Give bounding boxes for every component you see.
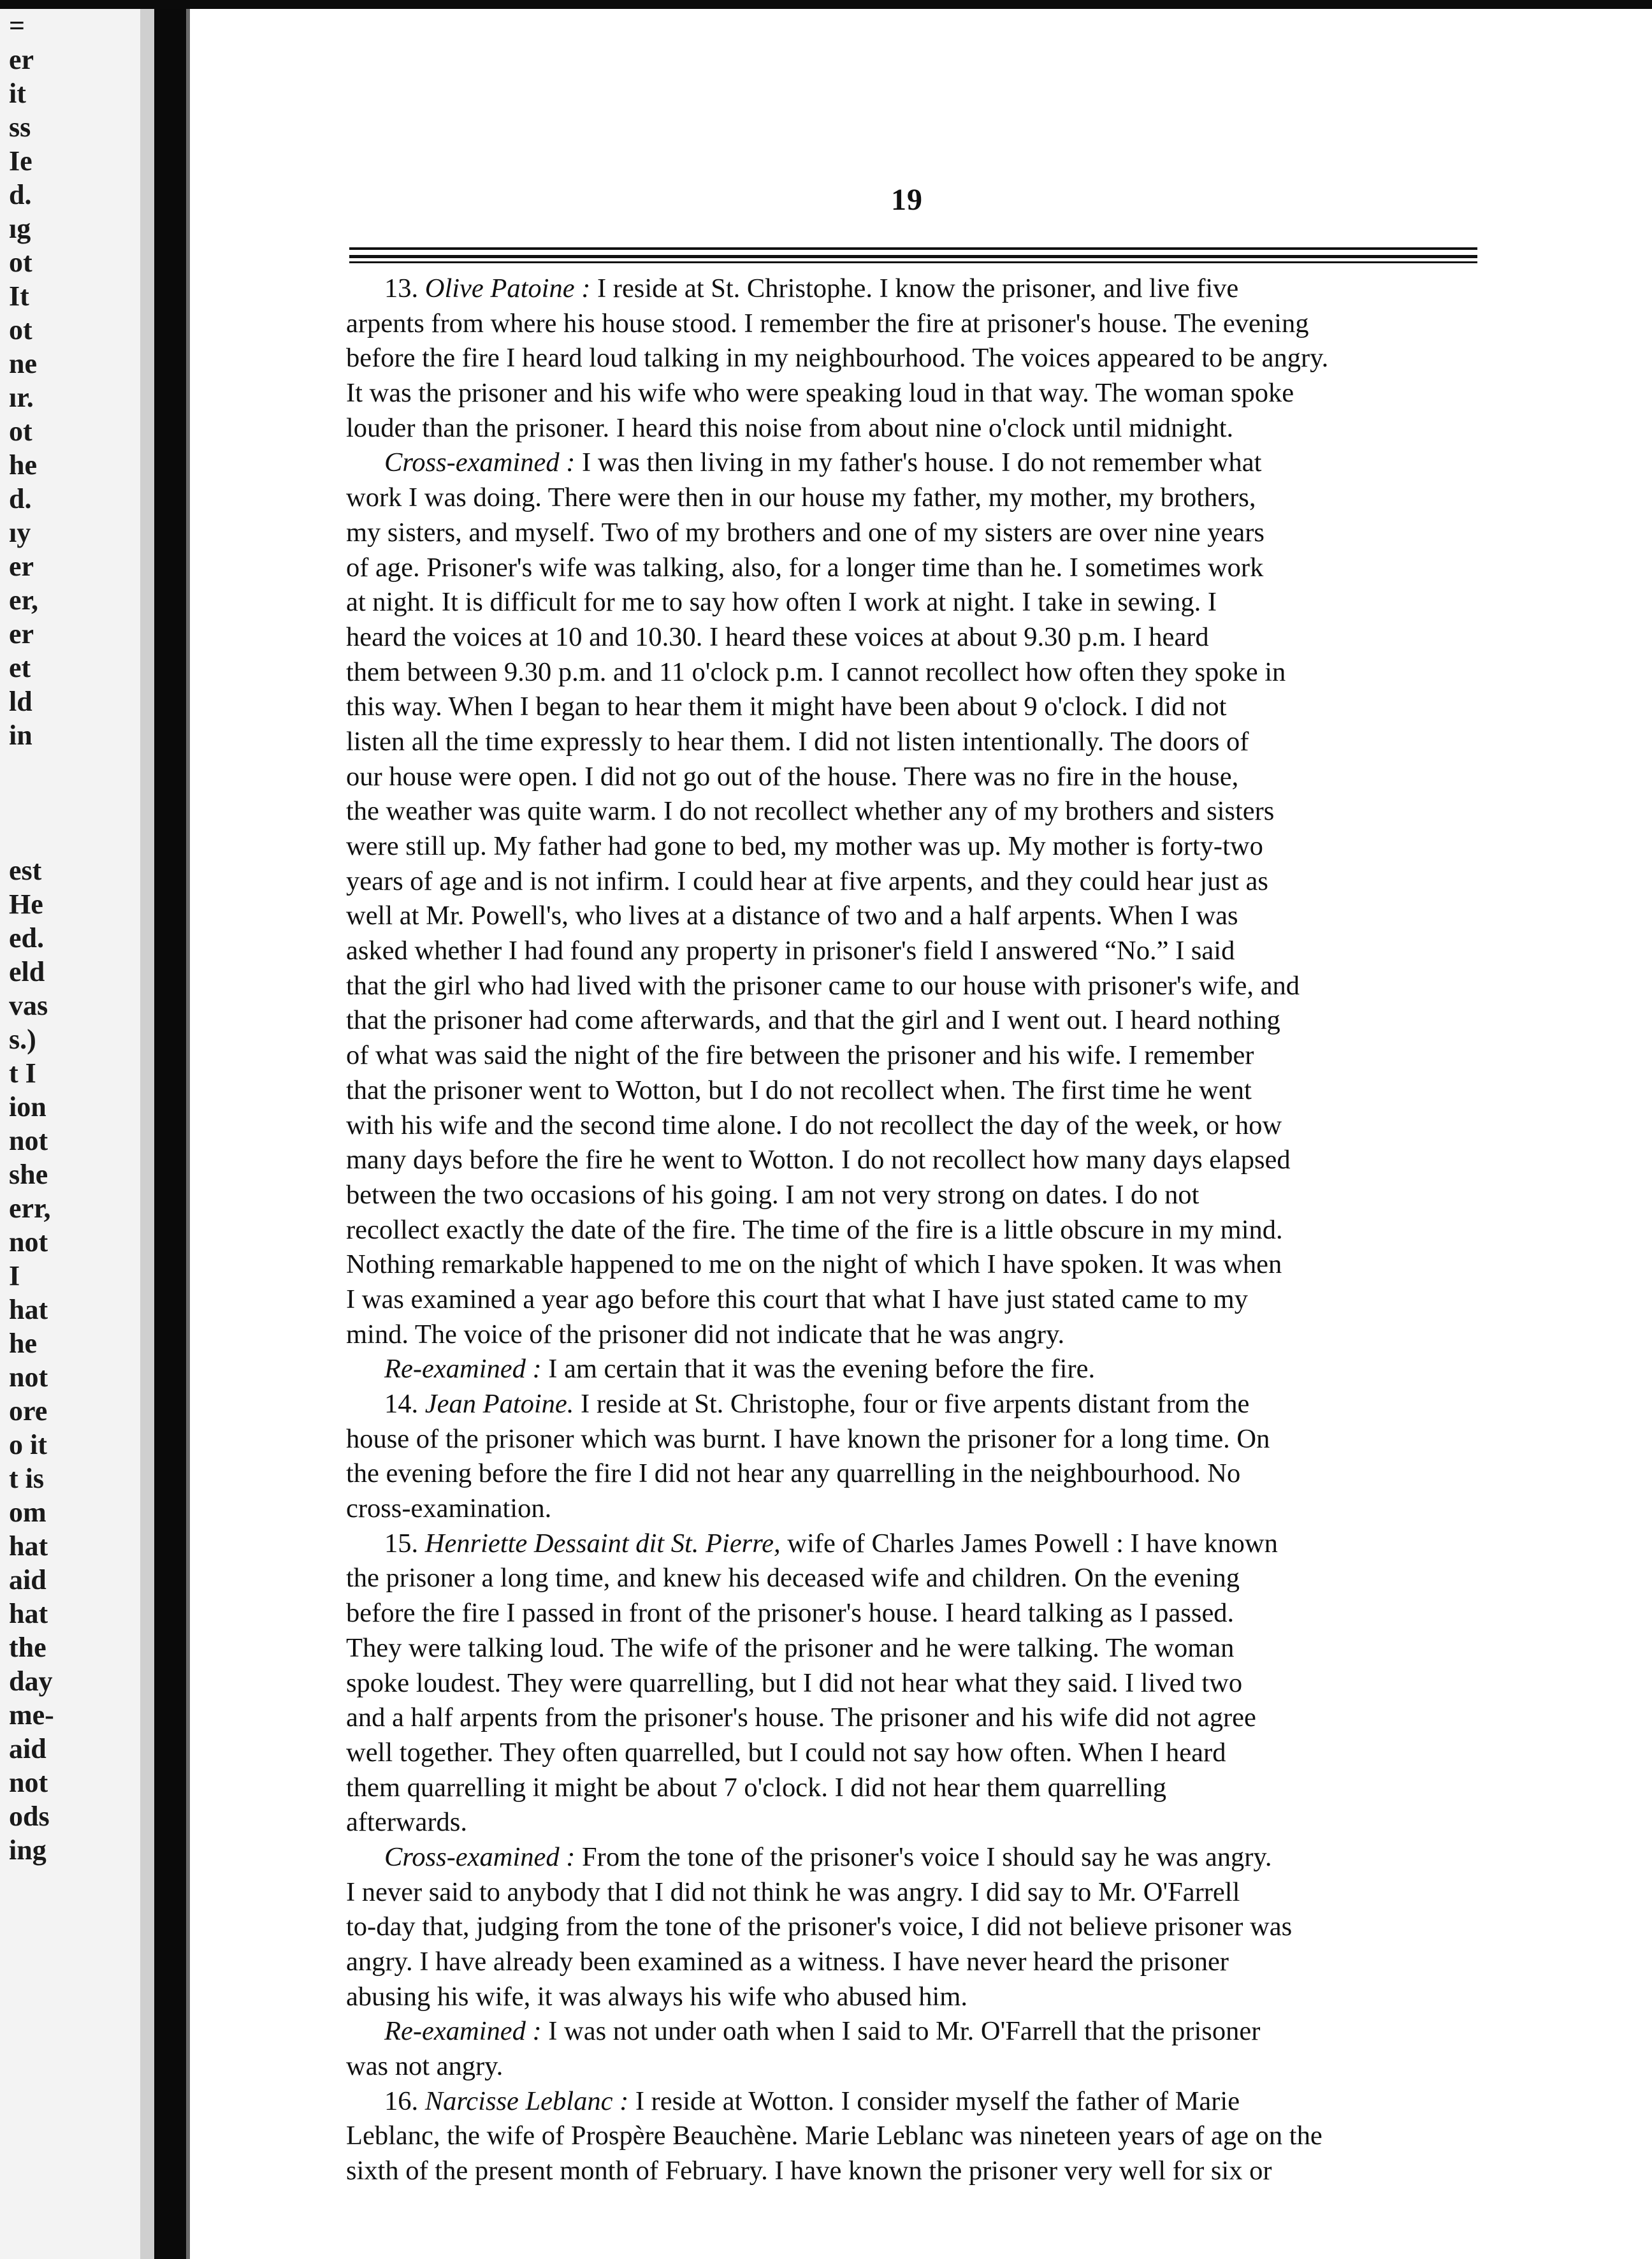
facing-page-fragment-line: er (9, 44, 34, 75)
facing-page-fragment-line: er (9, 618, 34, 650)
testimony-text (346, 272, 1482, 2189)
line-text: abusing his wife, it was always his wife who abused him. (346, 1981, 967, 2012)
text-line (346, 1980, 1482, 2015)
facing-page-fragment-line: t is (9, 1463, 44, 1494)
text-line (346, 655, 1482, 690)
line-text: that the prisoner went to Wotton, but I do not recollect when. The first time he went (346, 1075, 1252, 1105)
witness-name: Henriette Dessaint dit St. Pierre, (424, 1528, 781, 1558)
facing-page-fragment-line: ır. (9, 382, 34, 413)
facing-page-fragment-line: in (9, 720, 33, 751)
facing-page-fragment-line: et (9, 652, 31, 683)
facing-page-fragment-line: ods (9, 1801, 50, 1832)
facing-page-fragment-line: ot (9, 416, 33, 447)
witness-number: 15. (384, 1528, 425, 1558)
line-text: mind. The voice of the prisoner did not indicate that he was angry. (346, 1319, 1065, 1349)
text-line (346, 272, 1482, 307)
facing-page-fragment-line: ıy (9, 517, 31, 548)
text-line (346, 1666, 1482, 1701)
text-line (346, 1945, 1482, 1980)
line-text: between the two occasions of his going. I am not very strong on dates. I do not (346, 1179, 1199, 1210)
line-text: I reside at St. Christophe. I know the prisoner, and live five (590, 273, 1239, 303)
facing-page-fragment-line: It (9, 280, 29, 312)
line-text: my sisters, and myself. Two of my brothers and one of my sisters are over nine years (346, 517, 1264, 548)
text-line (346, 446, 1482, 481)
line-text: to-day that, judging from the tone of the prisoner's voice, I did not believe prisoner was (346, 1912, 1293, 1942)
facing-page-fragment-line: ion (9, 1091, 47, 1122)
facing-page-fragment-line: er (9, 551, 34, 582)
text-line (346, 1456, 1482, 1492)
text-line (346, 1387, 1482, 1422)
text-line (346, 829, 1482, 864)
header-rule (349, 247, 1477, 250)
facing-page-fragment-line: Ie (9, 145, 33, 177)
line-text: heard the voices at 10 and 10.30. I heard these voices at about 9.30 p.m. I heard (346, 621, 1209, 652)
text-line (346, 1282, 1482, 1318)
line-text: of age. Prisoner's wife was talking, also, for a longer time than he. I sometimes work (346, 552, 1264, 583)
line-text: with his wife and the second time alone. I do not recollect the day of the week, or how (346, 1110, 1282, 1140)
text-line (346, 411, 1482, 446)
line-text: were still up. My father had gone to bed, my mother was up. My mother is forty-two (346, 831, 1263, 861)
facing-page-fragment-line: om (9, 1497, 47, 1528)
line-text: before the fire I heard loud talking in my neighbourhood. The voices appeared to be angry. (346, 343, 1329, 374)
text-line (346, 516, 1482, 551)
witness-name: Jean Patoine. (424, 1389, 574, 1419)
text-line (346, 2119, 1482, 2154)
text-line (346, 1875, 1482, 1910)
facing-page-fragment-line: d. (9, 179, 32, 210)
text-line (346, 341, 1482, 376)
line-text: at night. It is difficult for me to say how often I work at night. I take in sewing. I (346, 587, 1217, 618)
text-line (346, 1492, 1482, 1527)
line-text: our house were open. I did not go out of the house. There was no fire in the house, (346, 761, 1239, 792)
witness-name: Narcisse Leblanc : (424, 2086, 629, 2116)
line-text: was not angry. (346, 2051, 504, 2082)
facing-page-fragment-line: eld (9, 956, 45, 987)
text-line (346, 1038, 1482, 1073)
line-text: arpents from where his house stood. I remember the fire at prisoner's house. The evening (346, 308, 1309, 338)
text-line (346, 1736, 1482, 1771)
text-line (346, 899, 1482, 934)
text-line (346, 307, 1482, 342)
facing-page-fragment-line: day (9, 1666, 53, 1697)
facing-page-fragment-line: hat (9, 1294, 48, 1325)
facing-page-fragment-line: d. (9, 483, 32, 514)
line-text: louder than the prisoner. I heard this noise from about nine o'clock until midnight. (346, 412, 1234, 443)
facing-page-fragment-line: ıg (9, 213, 31, 244)
facing-page-fragment-line: ot (9, 314, 33, 345)
text-line (346, 2014, 1482, 2049)
line-text: sixth of the present month of February. I have known the prisoner very well for six or (346, 2156, 1272, 2186)
facing-page-fragment-line: err, (9, 1193, 51, 1224)
line-text: many days before the fire he went to Wotton. I do not recollect how many days elapsed (346, 1145, 1291, 1175)
text-line (346, 1178, 1482, 1213)
facing-page-fragment (0, 9, 140, 2259)
line-text: I was not under oath when I said to Mr. O'Farrell that the prisoner (541, 2016, 1261, 2047)
page-gutter (140, 9, 154, 2259)
witness-number: 14. (384, 1389, 425, 1419)
facing-page-fragment-line: o it (9, 1429, 47, 1460)
text-line (346, 1910, 1482, 1945)
page-number: 19 (891, 183, 923, 217)
text-line (346, 1003, 1482, 1038)
line-text: asked whether I had found any property in prisoner's field I answered “No.” I said (346, 936, 1235, 966)
facing-page-fragment-line: he (9, 1328, 37, 1359)
text-line (346, 1840, 1482, 1875)
text-line (346, 1108, 1482, 1144)
line-text: recollect exactly the date of the fire. The time of the fire is a little obscure in my mind. (346, 1214, 1283, 1245)
text-line (346, 551, 1482, 586)
text-line (346, 1596, 1482, 1631)
text-line (346, 1422, 1482, 1457)
line-text: cross-examination. (346, 1493, 552, 1524)
facing-page-fragment-line: not (9, 1767, 48, 1798)
text-line (346, 725, 1482, 760)
facing-page-fragment-line: aid (9, 1564, 47, 1595)
examination-heading: Re-examined : (384, 1354, 542, 1384)
facing-page-fragment-line: not (9, 1125, 48, 1156)
line-text: well at Mr. Powell's, who lives at a distance of two and a half arpents. When I was (346, 901, 1238, 931)
facing-page-fragment-line: me- (9, 1699, 54, 1731)
line-text: From the tone of the prisoner's voice I should say he was angry. (575, 1841, 1272, 1872)
header-rule (349, 255, 1477, 258)
facing-page-fragment-line: He (9, 889, 43, 920)
text-line (346, 2049, 1482, 2084)
text-line (346, 376, 1482, 411)
facing-page-fragment-line: est (9, 855, 42, 886)
line-text: I was examined a year ago before this court that what I have just stated came to my (346, 1284, 1248, 1314)
text-line (346, 934, 1482, 969)
line-text: Nothing remarkable happened to me on the night of which I have spoken. It was when (346, 1249, 1282, 1280)
text-line (346, 1805, 1482, 1840)
facing-page-fragment-line: hat (9, 1530, 48, 1562)
line-text: the prisoner a long time, and knew his deceased wife and children. On the evening (346, 1563, 1240, 1594)
text-line (346, 1073, 1482, 1108)
facing-page-fragment-line: ld (9, 686, 33, 717)
line-text: that the prisoner had come afterwards, and that the girl and I went out. I heard nothing (346, 1005, 1280, 1036)
facing-page-fragment-line: vas (9, 990, 48, 1021)
facing-page-fragment-line: hat (9, 1598, 48, 1629)
line-text: angry. I have already been examined as a witness. I have never heard the prisoner (346, 1947, 1229, 1977)
line-text: and a half arpents from the prisoner's house. The prisoner and his wife did not agree (346, 1703, 1256, 1733)
examination-heading: Cross-examined : (384, 1841, 576, 1872)
text-line (346, 760, 1482, 795)
line-text: the weather was quite warm. I do not recollect whether any of my brothers and sisters (346, 796, 1275, 827)
facing-page-fragment-line (9, 820, 136, 853)
facing-page-fragment-line: ne (9, 348, 37, 379)
text-line (346, 585, 1482, 620)
text-line (346, 2084, 1482, 2119)
line-text: work I was doing. There were then in our house my father, my mother, my brothers, (346, 483, 1256, 513)
text-line (346, 1771, 1482, 1806)
line-text: I reside at St. Christophe, four or five arpents distant from the (574, 1389, 1250, 1419)
line-text: afterwards. (346, 1807, 467, 1838)
facing-page-fragment-line: ot (9, 247, 33, 278)
facing-page-fragment-line: ing (9, 1834, 47, 1866)
text-line (346, 969, 1482, 1004)
line-text: I never said to anybody that I did not think he was angry. I did say to Mr. O'Farrell (346, 1877, 1240, 1907)
facing-page-fragment-line: = (9, 10, 25, 41)
line-text: years of age and is not infirm. I could hear at five arpents, and they could hear just as (346, 866, 1268, 896)
facing-page-fragment-line (9, 786, 136, 820)
text-line (346, 1352, 1482, 1387)
facing-page-fragment-line (9, 752, 136, 786)
facing-page-fragment-line: he (9, 449, 37, 481)
text-line (346, 481, 1482, 516)
line-text: I was then living in my father's house. I do not remember what (575, 447, 1262, 478)
text-line (346, 690, 1482, 725)
line-text: wife of Charles James Powell : I have known (780, 1528, 1278, 1558)
line-text: the evening before the fire I did not hear any quarrelling in the neighbourhood. No (346, 1458, 1241, 1489)
text-line (346, 1701, 1482, 1736)
witness-number: 16. (384, 2086, 425, 2116)
facing-page-fragment-line: er, (9, 585, 39, 616)
text-line (346, 1527, 1482, 1562)
text-line (346, 620, 1482, 655)
line-text: that the girl who had lived with the prisoner came to our house with prisoner's wife, and (346, 970, 1300, 1001)
facing-page-fragment-line: t I (9, 1057, 36, 1089)
facing-page-fragment-line: it (9, 78, 26, 109)
text-line (346, 864, 1482, 899)
scan-top-edge (0, 0, 1652, 9)
facing-page-fragment-line: I (9, 1260, 20, 1291)
line-text: I am certain that it was the evening before the fire. (541, 1354, 1096, 1384)
examination-heading: Re-examined : (384, 2016, 542, 2047)
witness-number: 13. (384, 273, 425, 303)
facing-page-fragment-line: ore (9, 1395, 48, 1427)
line-text: Leblanc, the wife of Prospère Beauchène. Marie Leblanc was nineteen years of age on the (346, 2121, 1322, 2151)
line-text: house of the prisoner which was burnt. I have known the prisoner for a long time. On (346, 1423, 1270, 1454)
line-text: this way. When I began to hear them it might have been about 9 o'clock. I did not (346, 692, 1227, 722)
witness-name: Olive Patoine : (424, 273, 591, 303)
facing-page-fragment-line: s.) (9, 1024, 36, 1055)
line-text: They were talking loud. The wife of the prisoner and he were talking. The woman (346, 1632, 1235, 1663)
line-text: well together. They often quarrelled, but I could not say how often. When I heard (346, 1737, 1226, 1768)
examination-heading: Cross-examined : (384, 447, 576, 478)
line-text: them between 9.30 p.m. and 11 o'clock p.m. I cannot recollect how often they spoke in (346, 657, 1286, 687)
book-spine-shadow (154, 9, 186, 2259)
facing-page-fragment-line: she (9, 1159, 48, 1190)
line-text: spoke loudest. They were quarrelling, but I did not hear what they said. I lived two (346, 1667, 1243, 1698)
document-page (190, 9, 1652, 2259)
facing-page-fragment-line: not (9, 1226, 48, 1258)
facing-page-fragment-line: ss (9, 112, 31, 143)
header-rule (349, 261, 1477, 263)
line-text: them quarrelling it might be about 7 o'clock. I did not hear them quarrelling (346, 1772, 1167, 1803)
line-text: before the fire I passed in front of the prisoner's house. I heard talking as I passed. (346, 1598, 1235, 1629)
text-line (346, 1143, 1482, 1178)
facing-page-fragment-line: aid (9, 1733, 47, 1764)
text-line (346, 1247, 1482, 1282)
facing-page-fragment-line: not (9, 1362, 48, 1393)
text-line (346, 1213, 1482, 1248)
line-text: of what was said the night of the fire between the prisoner and his wife. I remember (346, 1040, 1254, 1071)
text-line (346, 1561, 1482, 1596)
text-line (346, 2154, 1482, 2189)
facing-page-text (9, 9, 136, 1867)
facing-page-fragment-line: the (9, 1632, 47, 1663)
line-text: I reside at Wotton. I consider myself the father of Marie (628, 2086, 1240, 2116)
text-line (346, 794, 1482, 829)
line-text: listen all the time expressly to hear them. I did not listen intentionally. The doors of (346, 726, 1249, 757)
facing-page-fragment-line: ed. (9, 922, 44, 954)
line-text: It was the prisoner and his wife who were speaking loud in that way. The woman spoke (346, 378, 1294, 409)
text-line (346, 1631, 1482, 1666)
text-line (346, 1318, 1482, 1353)
